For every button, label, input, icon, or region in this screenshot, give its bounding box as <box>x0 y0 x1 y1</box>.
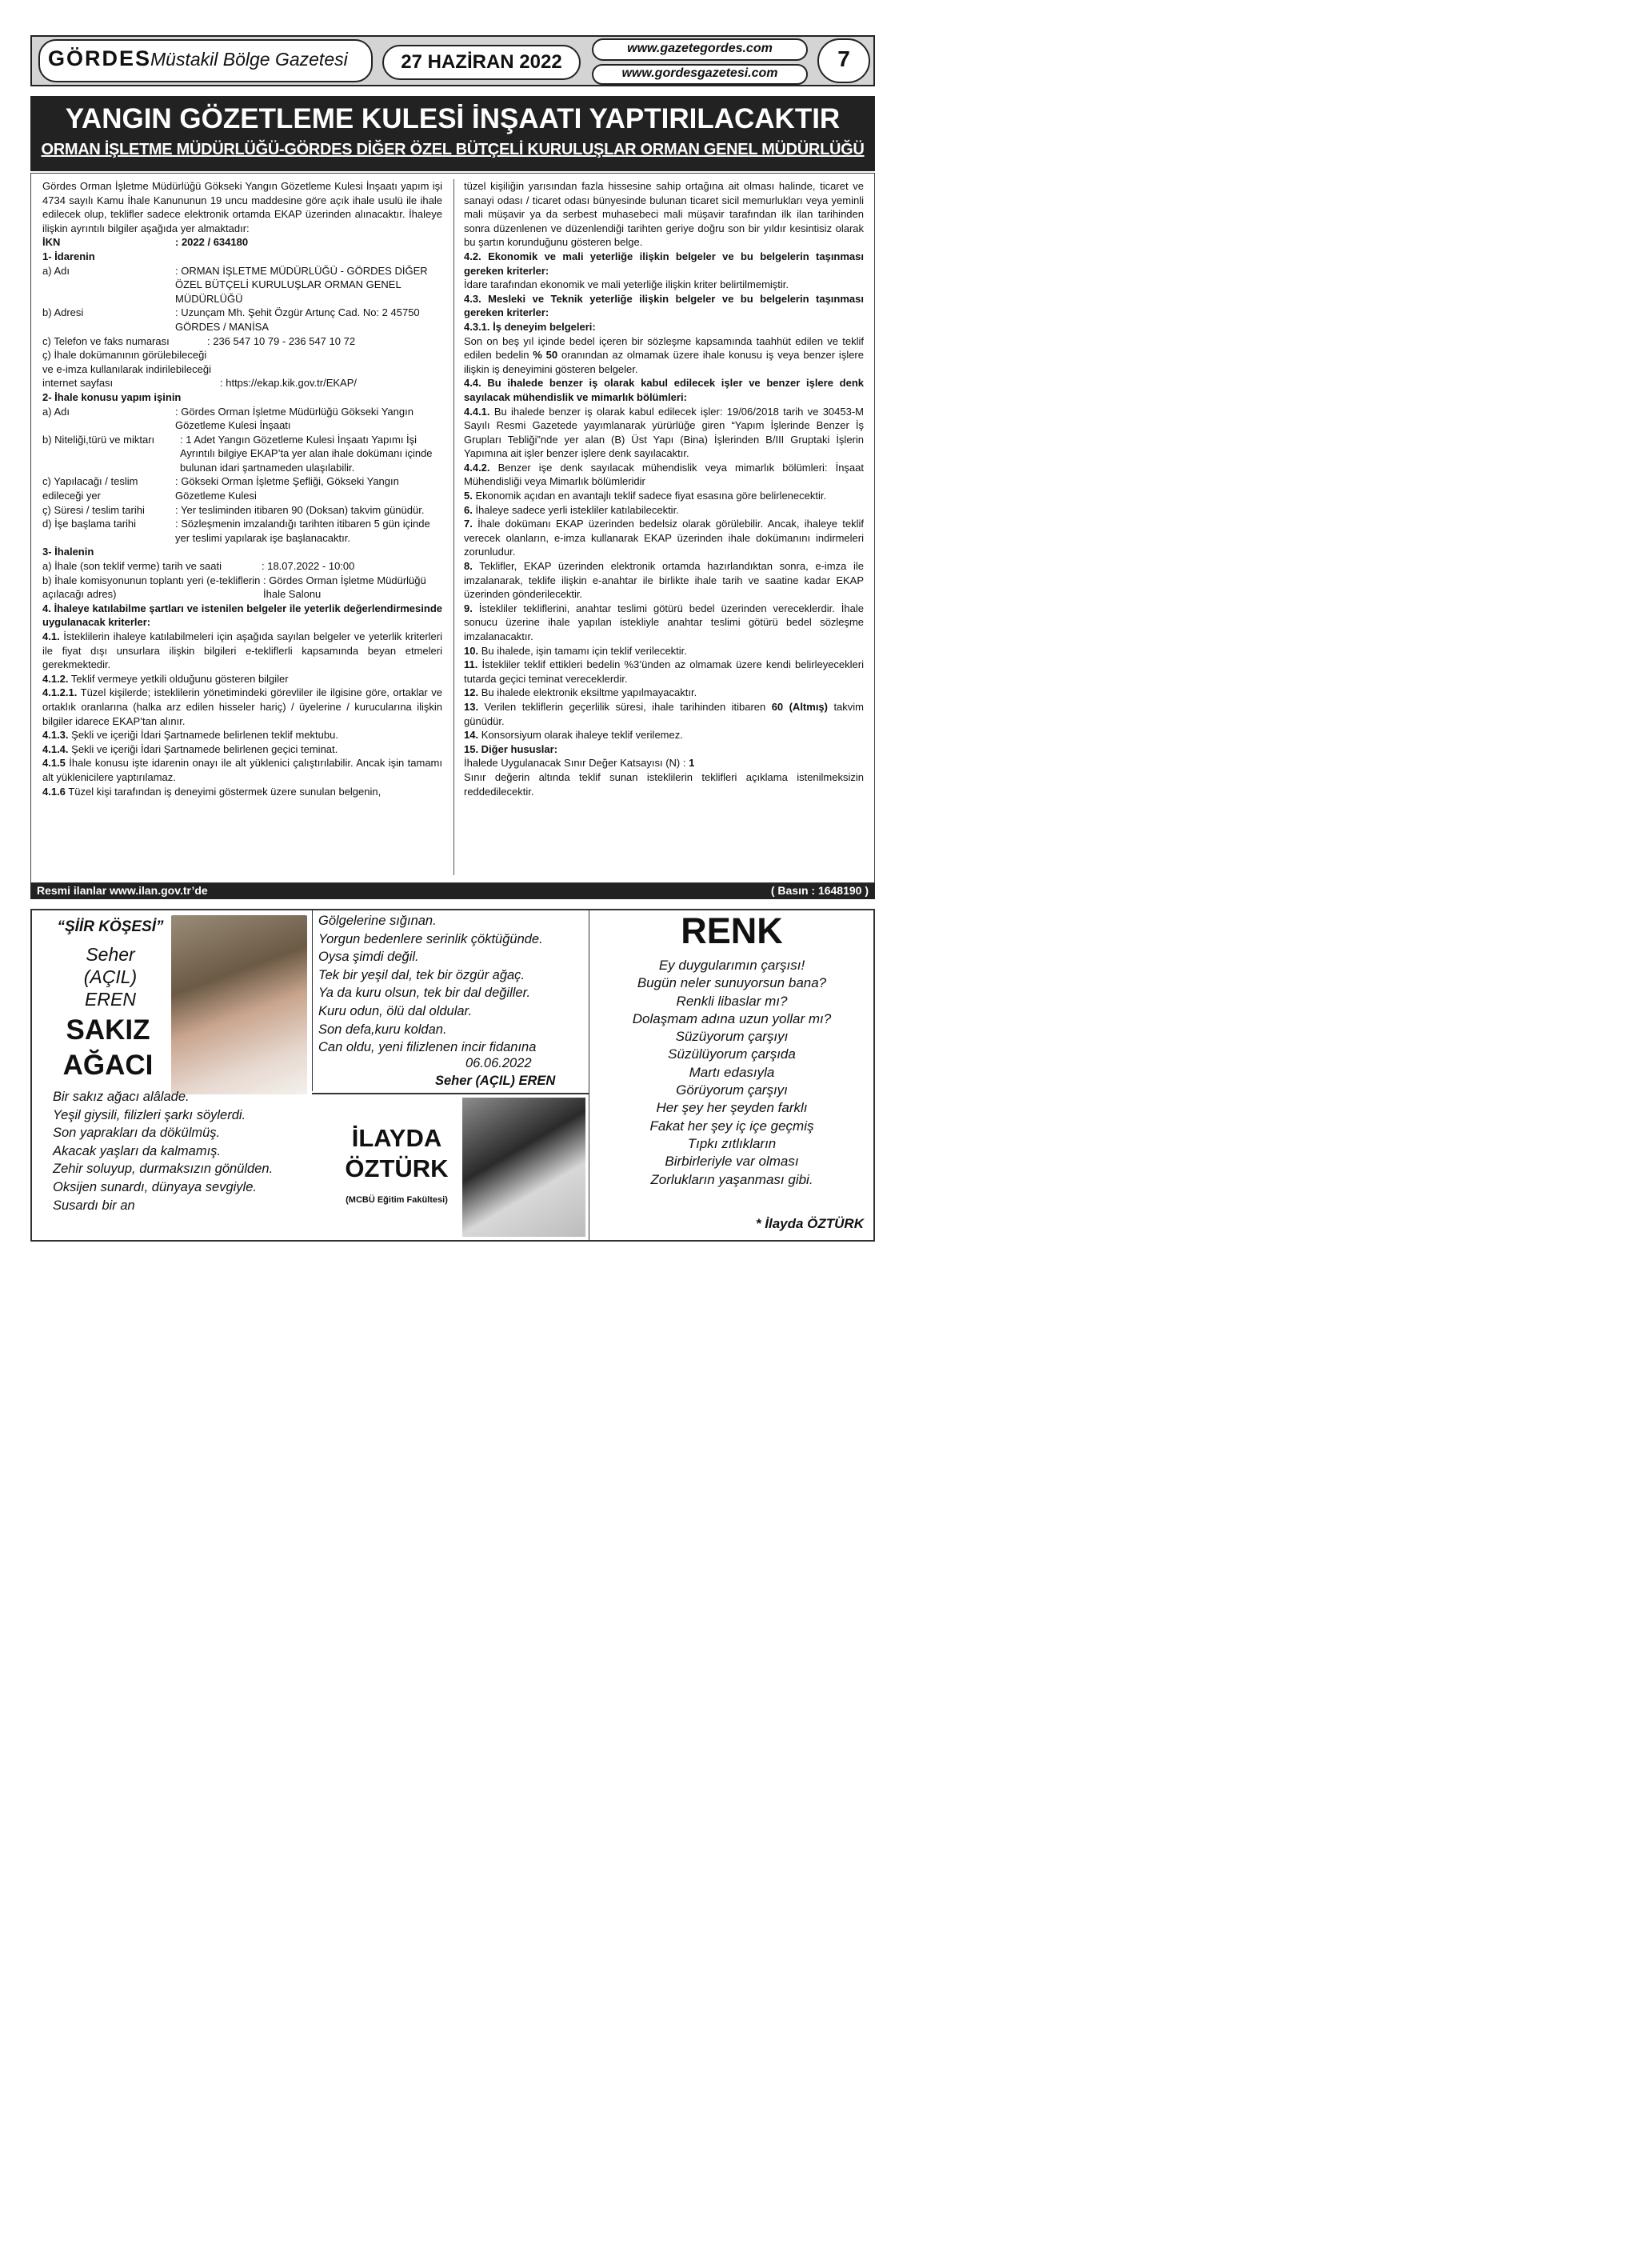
author2-photo <box>462 1098 585 1237</box>
s1b-row: b) Adresi : Uzunçam Mh. Şehit Özgür Artunç Cad. No: 2 45750 GÖRDES / MANİSA <box>42 306 420 333</box>
s3b-row: b) İhale komisyonunun toplantı yeri (e-tekliflerin açılacağı adres) : Gördes Orman İşletme Müdürlüğü İhale Salonu <box>42 574 426 601</box>
poem3-title: RENK <box>681 910 783 951</box>
subheadline: ORMAN İŞLETME MÜDÜRLÜĞÜ-GÖRDES DİĞER ÖZEL BÜTÇELİ KURULUŞLAR ORMAN GENEL MÜDÜRLÜĞÜ <box>41 141 865 158</box>
s441-paragraph: 4.4.1. Bu ihalede benzer iş olarak kabul edilecek işler: 19/06/2018 tarih ve 30453-M Sayılı Resmi Gazetede yayımlanarak yürürlüğe giren “Yapım İşlerinde Benzer İş Grupları Tebliği”nde yer alan (B) Üst Yapı (Bina) İşlerinden B/III Gruptaki İşlerin Yapımına ait işler benzer işlere denk sayılacaktır. <box>464 405 864 460</box>
s413-paragraph: 4.1.3. Şekli ve içeriği İdari Şartnamede belirlenen teklif mektubu. <box>42 729 338 742</box>
s2cc-row: ç) Süresi / teslim tarihi : Yer tesliminden itibaren 90 (Doksan) takvim günüdür. <box>42 503 425 516</box>
s416-paragraph: 4.1.6 Tüzel kişi tarafından iş deneyimi göstermek üzere sunulan belgenin, <box>42 785 382 798</box>
poem3-author: * İlayda ÖZTÜRK <box>755 1216 864 1231</box>
s42-text: İdare tarafından ekonomik ve mali yeterliğe ilişkin kriter belirtilmemiştir. <box>464 278 789 291</box>
s15-line-b: Sınır değerin altında teklif sunan isteklilerin teklifleri açıklama istenilmeksizin reddedilecektir. <box>464 770 864 798</box>
website-link-1[interactable]: www.gazetegordes.com <box>627 42 773 55</box>
author1-line1: Seher <box>86 944 135 965</box>
s15-title: 15. Diğer hususlar: <box>464 742 558 755</box>
author2-school: (MCBÜ Eğitim Fakültesi) <box>346 1195 448 1205</box>
section-4-title: 4. İhaleye katılabilme şartları ve istenilen belgeler ile yeterlik değerlendirmesinde uygulanacak kriterler: <box>42 602 442 629</box>
headline: YANGIN GÖZETLEME KULESİ İNŞAATI YAPTIRILACAKTIR <box>65 103 841 134</box>
poem3-body: Ey duygularımın çarşısı! Bugün neler sunuyorsun bana? Renkli libaslar mı? Dolaşmam adına uzun yollar mı? Süzüyorum çarşıyı Süzülüyorum çarşıda Martı edasıyla Görüyorum çarşıyı Her şey her şeyden farklı Fakat her şey iç içe geçmiş Tıpkı zıtlıkların Birbirleriyle var olması Zorlukların yaşanması gibi. <box>632 958 832 1187</box>
s7-paragraph: 7. İhale dokümanı EKAP üzerinden bedelsiz olarak görülebilir. Ancak, ihaleye teklif verecek olanların, e-imza kullanarak EKAP üzerinden ihale dokümanını indirmeleri zorunludur. <box>464 518 864 558</box>
s8-paragraph: 8. Teklifler, EKAP üzerinden elektronik ortamda hazırlandıktan sonra, e-imza ile imzalanarak, teklife ilişkin e-anahtar ile birlikte ihale tarih ve saatine kadar EKAP üzerinden gönderilecektir. <box>464 560 864 601</box>
s1cc-row: ç) İhale dokümanının görülebileceği ve e-imza kullanılarak indirilebileceği internet sayfası : https://ekap.kik.gov.tr/EKAP/ <box>42 349 357 390</box>
issue-date: 27 HAZİRAN 2022 <box>401 51 562 73</box>
s2a-row: a) Adı : Gördes Orman İşletme Müdürlüğü Gökseki Yangın Gözetleme Kulesi İnşaatı <box>42 405 413 432</box>
column-divider <box>453 179 454 875</box>
poetry-divider-horizontal <box>312 1093 589 1094</box>
s442-paragraph: 4.4.2. Benzer işe denk sayılacak mühendislik veya mimarlık bölümleri: İnşaat Mühendisliği veya Mimarlık bölümleridir <box>464 461 864 488</box>
s10-paragraph: 10. Bu ihalede, işin tamamı için teklif verilecektir. <box>464 644 687 657</box>
s44-title: 4.4. Bu ihalede benzer iş olarak kabul edilecek işler ve benzer işlere denk sayılacak mühendislik ve mimarlık bölümleri: <box>464 377 864 403</box>
poem2-date: 06.06.2022 <box>465 1056 532 1070</box>
s11-paragraph: 11. İstekliler teklif ettikleri bedelin %3’ünden az olmamak üzere kendi belirleyecekleri tutarda geçici teminat vereceklerdir. <box>464 658 864 685</box>
s414-paragraph: 4.1.4. Şekli ve içeriği İdari Şartnamede belirlenen geçici teminat. <box>42 742 338 755</box>
s13-paragraph: 13. Verilen tekliflerin geçerlilik süresi, ihale tarihinden itibaren 60 (Altmış) takvim günüdür. <box>464 700 864 727</box>
poetry-corner-title: “ŞİİR KÖŞESİ” <box>57 918 164 935</box>
s41-paragraph: 4.1. İsteklilerin ihaleye katılabilmeleri için aşağıda sayılan belgeler ve yeterlik kriterleri ile fiyat dışı unsurlara ilişkin bilgileri e-tekliflerli kapsamında beyan etmeleri gerekmektedir. <box>42 630 442 671</box>
s43-title: 4.3. Mesleki ve Teknik yeterliğe ilişkin belgeler ve bu belgelerin taşınması gereken kriterler: <box>464 292 864 319</box>
author1-photo <box>171 915 307 1094</box>
continued-paragraph: tüzel kişiliğin yarısından fazla hissesine sahip ortağına ait olması halinde, ticaret ve sanayi odası / ticaret odası bünyesinde bulunan ticaret sicil memurlukları veya yeminli mali müşavir ya da serbest muhasebeci mali müşavir tarafından ilk ilan tarihinden sonra düzenlenen ve düzenlendiği tarihten geriye doğru son bir yıldır kesintisiz olarak bu şartın korunduğunu gösteren belge. <box>464 180 864 249</box>
section-1-title: 1- İdarenin <box>42 250 95 262</box>
poetry-divider-vertical-1 <box>312 910 313 1091</box>
press-id: ( Basın : 1648190 ) <box>770 884 869 897</box>
website-link-2[interactable]: www.gordesgazetesi.com <box>621 66 778 80</box>
s9-paragraph: 9. İstekliler tekliflerini, anahtar teslimi götürü bedel üzerinden vereceklerdir. İhale sonucu üzerine ihale yapılan istekliyle anahtar teslimi götürü bedel sözleşme imzalanacaktır. <box>464 602 864 642</box>
s431-title: 4.3.1. İş deneyim belgeleri: <box>464 320 596 333</box>
page-number: 7 <box>837 46 850 71</box>
intro-paragraph: Gördes Orman İşletme Müdürlüğü Gökseki Yangın Gözetleme Kulesi İnşaatı yapım işi 4734 sayılı Kamu İhale Kanununun 19 uncu maddesine göre açık ihale usulü ile ihale edilecek olup, teklifler sadece elektronik ortamda EKAP üzerinden alınacaktır. İhaleye ilişkin ayrıntılı bilgiler aşağıda yer almaktadır: <box>42 180 442 234</box>
s42-title: 4.2. Ekonomik ve mali yeterliğe ilişkin belgeler ve bu belgelerin taşınması gereken kriterler: <box>464 250 864 277</box>
s14-paragraph: 14. Konsorsiyum olarak ihaleye teklif verilemez. <box>464 729 683 742</box>
section-3-title: 3- İhalenin <box>42 546 94 558</box>
section-2-title: 2- İhale konusu yapım işinin <box>42 390 182 403</box>
newspaper-name: GÖRDES <box>48 46 152 70</box>
author2-name: İLAYDA ÖZTÜRK <box>345 1124 449 1182</box>
s2b-row: b) Niteliği,türü ve miktarı : 1 Adet Yangın Gözetleme Kulesi İnşaatı Yapımı İşi Ayrıntılı bilgiye EKAP’ta yer alan ihale dokümanı içinde bulunan idari şartnameden ulaşılabilir. <box>42 433 433 474</box>
s1c-row: c) Telefon ve faks numarası : 236 547 10 79 - 236 547 10 72 <box>42 334 356 347</box>
s6-paragraph: 6. İhaleye sadece yerli istekliler katılabilecektir. <box>464 503 679 516</box>
ikn-row: İKN : 2022 / 634180 <box>42 236 249 249</box>
author1-line3: EREN <box>85 989 136 1010</box>
poem2-body: Gölgelerine sığınan. Yorgun bedenlere serinlik çöktüğünde. Oysa şimdi değil. Tek bir yeşil dal, tek bir özgür ağaç. Ya da kuru olsun, tek bir dal değiller. Kuru odun, ölü dal oldular. Son defa,kuru koldan. Can oldu, yeni filizlenen incir fidanına <box>318 914 543 1055</box>
s5-paragraph: 5. Ekonomik açıdan en avantajlı teklif sadece fiyat esasına göre belirlenecektir. <box>464 490 827 502</box>
newspaper-subtitle: Müstakil Bölge Gazetesi <box>150 49 348 70</box>
s412-paragraph: 4.1.2. Teklif vermeye yetkili olduğunu gösteren bilgiler <box>42 672 289 685</box>
s431-text: Son on beş yıl içinde bedel içeren bir sözleşme kapsamında taahhüt edilen ve teklif edilen bedelin % 50 oranından az olmamak üzere ihale konusu iş veya benzer işlere ilişkin iş deneyimini gösteren belgeler. <box>464 334 864 375</box>
s4121-paragraph: 4.1.2.1. Tüzel kişilerde; isteklilerin yönetimindeki görevliler ile ilgisine göre, ortaklar ve ortaklık oranlarına (halka arz edilen hisseler hariç) / üyelerine / kurucularına ilişkin bilgiler idarece EKAP’tan alınır. <box>42 686 442 727</box>
poem1-title: SAKIZ AĞACI <box>62 1014 154 1081</box>
s2c-row: c) Yapılacağı / teslim edileceği yer : Gökseki Orman İşletme Şefliği, Gökseki Yangın Gözetleme Kulesi <box>42 475 399 502</box>
author1-line2: (AÇIL) <box>83 966 138 987</box>
s2d-row: d) İşe başlama tarihi : Sözleşmenin imzalandığı tarihten itibaren 5 gün içinde yer teslimi yapılarak işe başlanacaktır. <box>42 518 430 544</box>
s1a-row: a) Adı : ORMAN İŞLETME MÜDÜRLÜĞÜ - GÖRDES DİĞER ÖZEL BÜTÇELİ KURULUŞLAR ORMAN GENEL MÜDÜRLÜĞÜ <box>42 264 428 305</box>
poem2-author: Seher (AÇIL) EREN <box>435 1074 556 1088</box>
notice-right-column <box>464 179 864 798</box>
notice-left-column <box>42 179 442 798</box>
s12-paragraph: 12. Bu ihalede elektronik eksiltme yapılmayacaktır. <box>464 686 697 699</box>
s415-paragraph: 4.1.5 İhale konusu işte idarenin onayı ile alt yüklenici çalıştırılabilir. Ancak işin tamamı alt yüklenicilere yaptırılamaz. <box>42 757 442 783</box>
s3a-row: a) İhale (son teklif verme) tarih ve saati : 18.07.2022 - 10:00 <box>42 560 355 573</box>
official-ads-link[interactable]: Resmi ilanlar www.ilan.gov.tr’de <box>37 884 208 897</box>
poem1-body: Bir sakız ağacı alâlade. Yeşil giysili, filizleri şarkı söylerdi. Son yaprakları da dökülmüş. Akacak yaşları da kalmamış. Zehir soluyup, durmaksızın gönülden. Oksijen sunardı, dünyaya sevgiyle. Susardı bir an <box>53 1090 274 1213</box>
s15-line-a: İhalede Uygulanacak Sınır Değer Katsayısı (N) : 1 <box>464 757 695 770</box>
